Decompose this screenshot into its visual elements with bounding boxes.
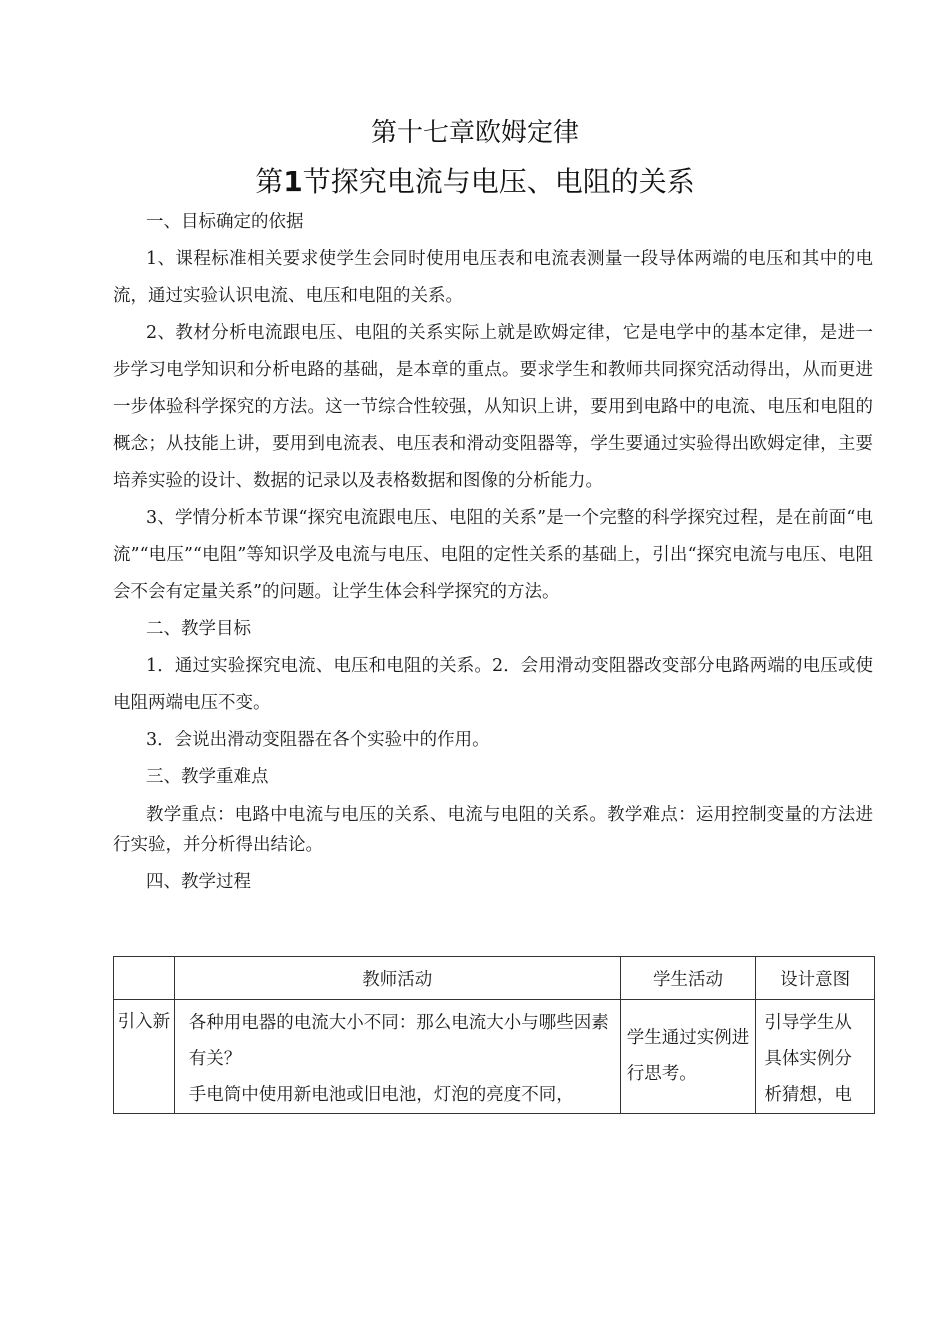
chapter-title: 第十七章欧姆定律	[370, 118, 579, 148]
section-number: 1	[283, 165, 303, 198]
student-activity-cell: 学生通过实例进行思考。	[620, 1000, 756, 1114]
teaching-process-table	[113, 956, 875, 1114]
heading-basis: 一、目标确定的依据	[146, 212, 304, 232]
paragraph-goal-3: 3．会说出滑动变阻器在各个实验中的作用。	[146, 730, 490, 750]
header-design-intent: 设计意图	[756, 957, 875, 1000]
design-intent-cell: 引导学生从具体实例分析猜想，电	[756, 1000, 875, 1114]
heading-key-points: 三、教学重难点	[146, 767, 269, 787]
paragraph-curriculum: 1、课程标准相关要求使学生会同时使用电压表和电流表测量一段导体两端的电压和其中的电流，通过实验认识电流、电压和电阻的关系。	[113, 249, 873, 306]
paragraph-key-points: 教学重点：电路中电流与电压的关系、电流与电阻的关系。教学难点：运用控制变量的方法进行实验，并分析得出结论。	[113, 805, 873, 855]
document-body	[113, 204, 873, 901]
paragraph-learner: 3、学情分析本节课“探究电流跟电压、电阻的关系”是一个完整的科学探究过程，是在前面“电流”“电压”“电阻”等知识学及电流与电压、电阻的定性关系的基础上，引出“探究电流与电压、电阻会不会有定量关系”的问题。让学生体会科学探究的方法。	[113, 508, 873, 602]
paragraph-goals-1-2: 1．通过实验探究电流、电压和电阻的关系。2．会用滑动变阻器改变部分电路两端的电压或使电阻两端电压不变。	[113, 656, 873, 713]
section-title-prefix: 第	[255, 165, 284, 198]
teacher-activity-cell	[174, 1000, 620, 1114]
paragraph-textbook: 2、教材分析电流跟电压、电阻的关系实际上就是欧姆定律，它是电学中的基本定律，是进一步学习电学知识和分析电路的基础，是本章的重点。要求学生和教师共同探究活动得出，从而更进一步体验科学探究的方法。这一节综合性较强，从知识上讲，要用到电路中的电流、电压和电阻的概念；从技能上讲，要用到电流表、电压表和滑动变阻器等，学生要通过实验得出欧姆定律，主要培养实验的设计、数据的记录以及表格数据和图像的分析能力。	[113, 323, 873, 491]
teacher-activity-line: 手电筒中使用新电池或旧电池，灯泡的亮度不同，	[188, 1085, 574, 1105]
table-row	[114, 1000, 875, 1114]
teacher-activity-line: 各种用电器的电流大小不同：那么电流大小与哪些因素有关？	[188, 1013, 609, 1069]
table-header-row	[114, 957, 875, 1000]
header-student-activity: 学生活动	[620, 957, 756, 1000]
stage-cell: 引入新	[114, 1000, 175, 1114]
heading-goals: 二、教学目标	[146, 619, 251, 639]
section-title	[0, 160, 950, 200]
section-title-rest: 节探究电流与电压、电阻的关系	[302, 165, 695, 198]
heading-process: 四、教学过程	[146, 872, 251, 892]
header-teacher-activity: 教师活动	[174, 957, 620, 1000]
header-stage	[114, 957, 175, 1000]
